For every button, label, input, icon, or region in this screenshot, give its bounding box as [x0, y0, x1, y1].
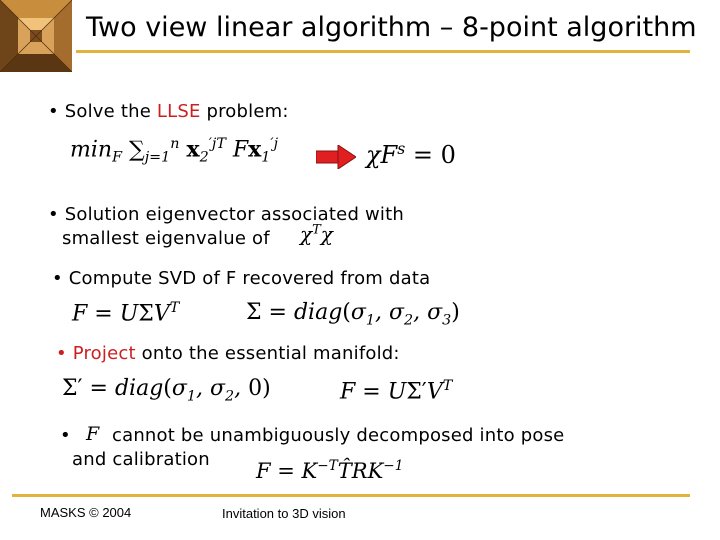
bullet-llse-prefix: • Solve the [48, 101, 157, 122]
project-highlight: • Project [56, 343, 136, 364]
bullet-llse-suffix: problem: [200, 101, 289, 122]
bullet-project-suffix: onto the essential manifold: [135, 343, 400, 364]
chi-t-chi-math: $\chi^T\chi$ [300, 222, 333, 246]
projected-f-equation: $F = U\Sigma'V^T$ [340, 378, 453, 405]
footer-course-title: Invitation to 3D vision [222, 506, 346, 521]
bullet-decompose-marker: • [60, 425, 71, 446]
sigma-diag-equation: $\Sigma = diag(\sigma_1$, $\sigma_2$, $\sigma_3$) [246, 300, 460, 329]
bullet-svd: • Compute SVD of F recovered from data [52, 268, 431, 289]
bullet-decompose-line2: and calibration [72, 449, 210, 470]
llse-objective-equation: $\min_F \sum_{j=1}^n$ $x_2^{'jT}$ $Fx_1^{'j}$ [70, 136, 279, 166]
bullet-eigenvector-line1: • Solution eigenvector associated with [48, 204, 404, 225]
f-symbol-math: F [86, 423, 100, 445]
slide-title: Two view linear algorithm – 8-point algorithm [86, 12, 697, 43]
arrow-icon [316, 145, 356, 169]
chi-fs-equation: $\chi F^s = 0$ [366, 140, 456, 169]
bullet-project [56, 343, 400, 364]
llse-highlight: LLSE [156, 101, 201, 122]
logo-icon [0, 0, 72, 72]
footer-rule [12, 494, 690, 497]
bullet-eigenvector-line2: smallest eigenvalue of [62, 228, 270, 249]
bullet-decompose-text: cannot be unambiguously decomposed into pose [112, 425, 565, 446]
title-underline [76, 50, 690, 53]
bullet-llse [48, 101, 289, 122]
calibration-equation: $F = K^{-T}T̂RK^{-1}$ [256, 458, 404, 483]
sigma-prime-equation: $\Sigma' = diag(\sigma_1$, $\sigma_2$, 0) [62, 376, 271, 405]
footer-copyright: MASKS © 2004 [40, 505, 132, 520]
svd-equation: $F = U\Sigma V^T$ [72, 300, 180, 327]
